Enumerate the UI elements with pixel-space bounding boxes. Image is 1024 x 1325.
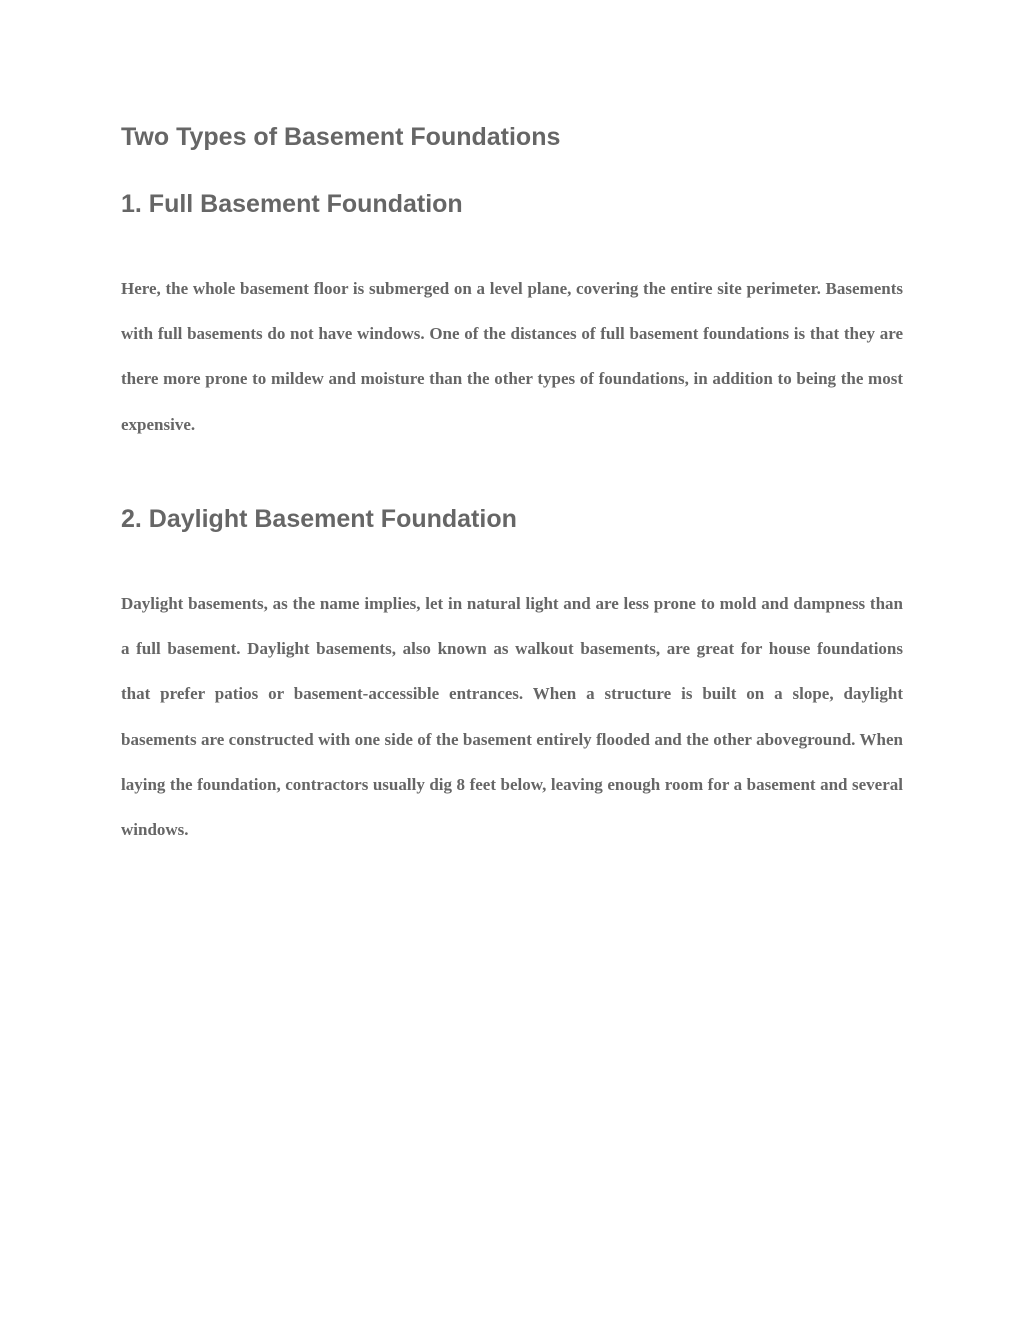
section-body-full-basement: Here, the whole basement floor is submerged on a level plane, covering the entire site perimeter. Basements with full basements do not have windows. One of the distances of full basement foundations is that they are there more prone to mildew and moisture than the other types of foundations, in addition to being the most expensive. [121,279,903,434]
section-body-daylight-basement: Daylight basements, as the name implies, let in natural light and are less prone to mold and dampness than a full basement. Daylight basements, also known as walkout basements, are great for house foundations that prefer patios or basement-accessible entrances. When a structure is built on a slope, daylight basements are constructed with one side of the basement entirely flooded and the other aboveground. When laying the foundation, contractors usually dig 8 feet below, leaving enough room for a basement and several windows. [121,594,903,840]
section-heading-daylight-basement: 2. Daylight Basement Foundation [121,505,517,533]
section-heading-full-basement: 1. Full Basement Foundation [121,190,463,218]
document-title: Two Types of Basement Foundations [121,123,561,151]
